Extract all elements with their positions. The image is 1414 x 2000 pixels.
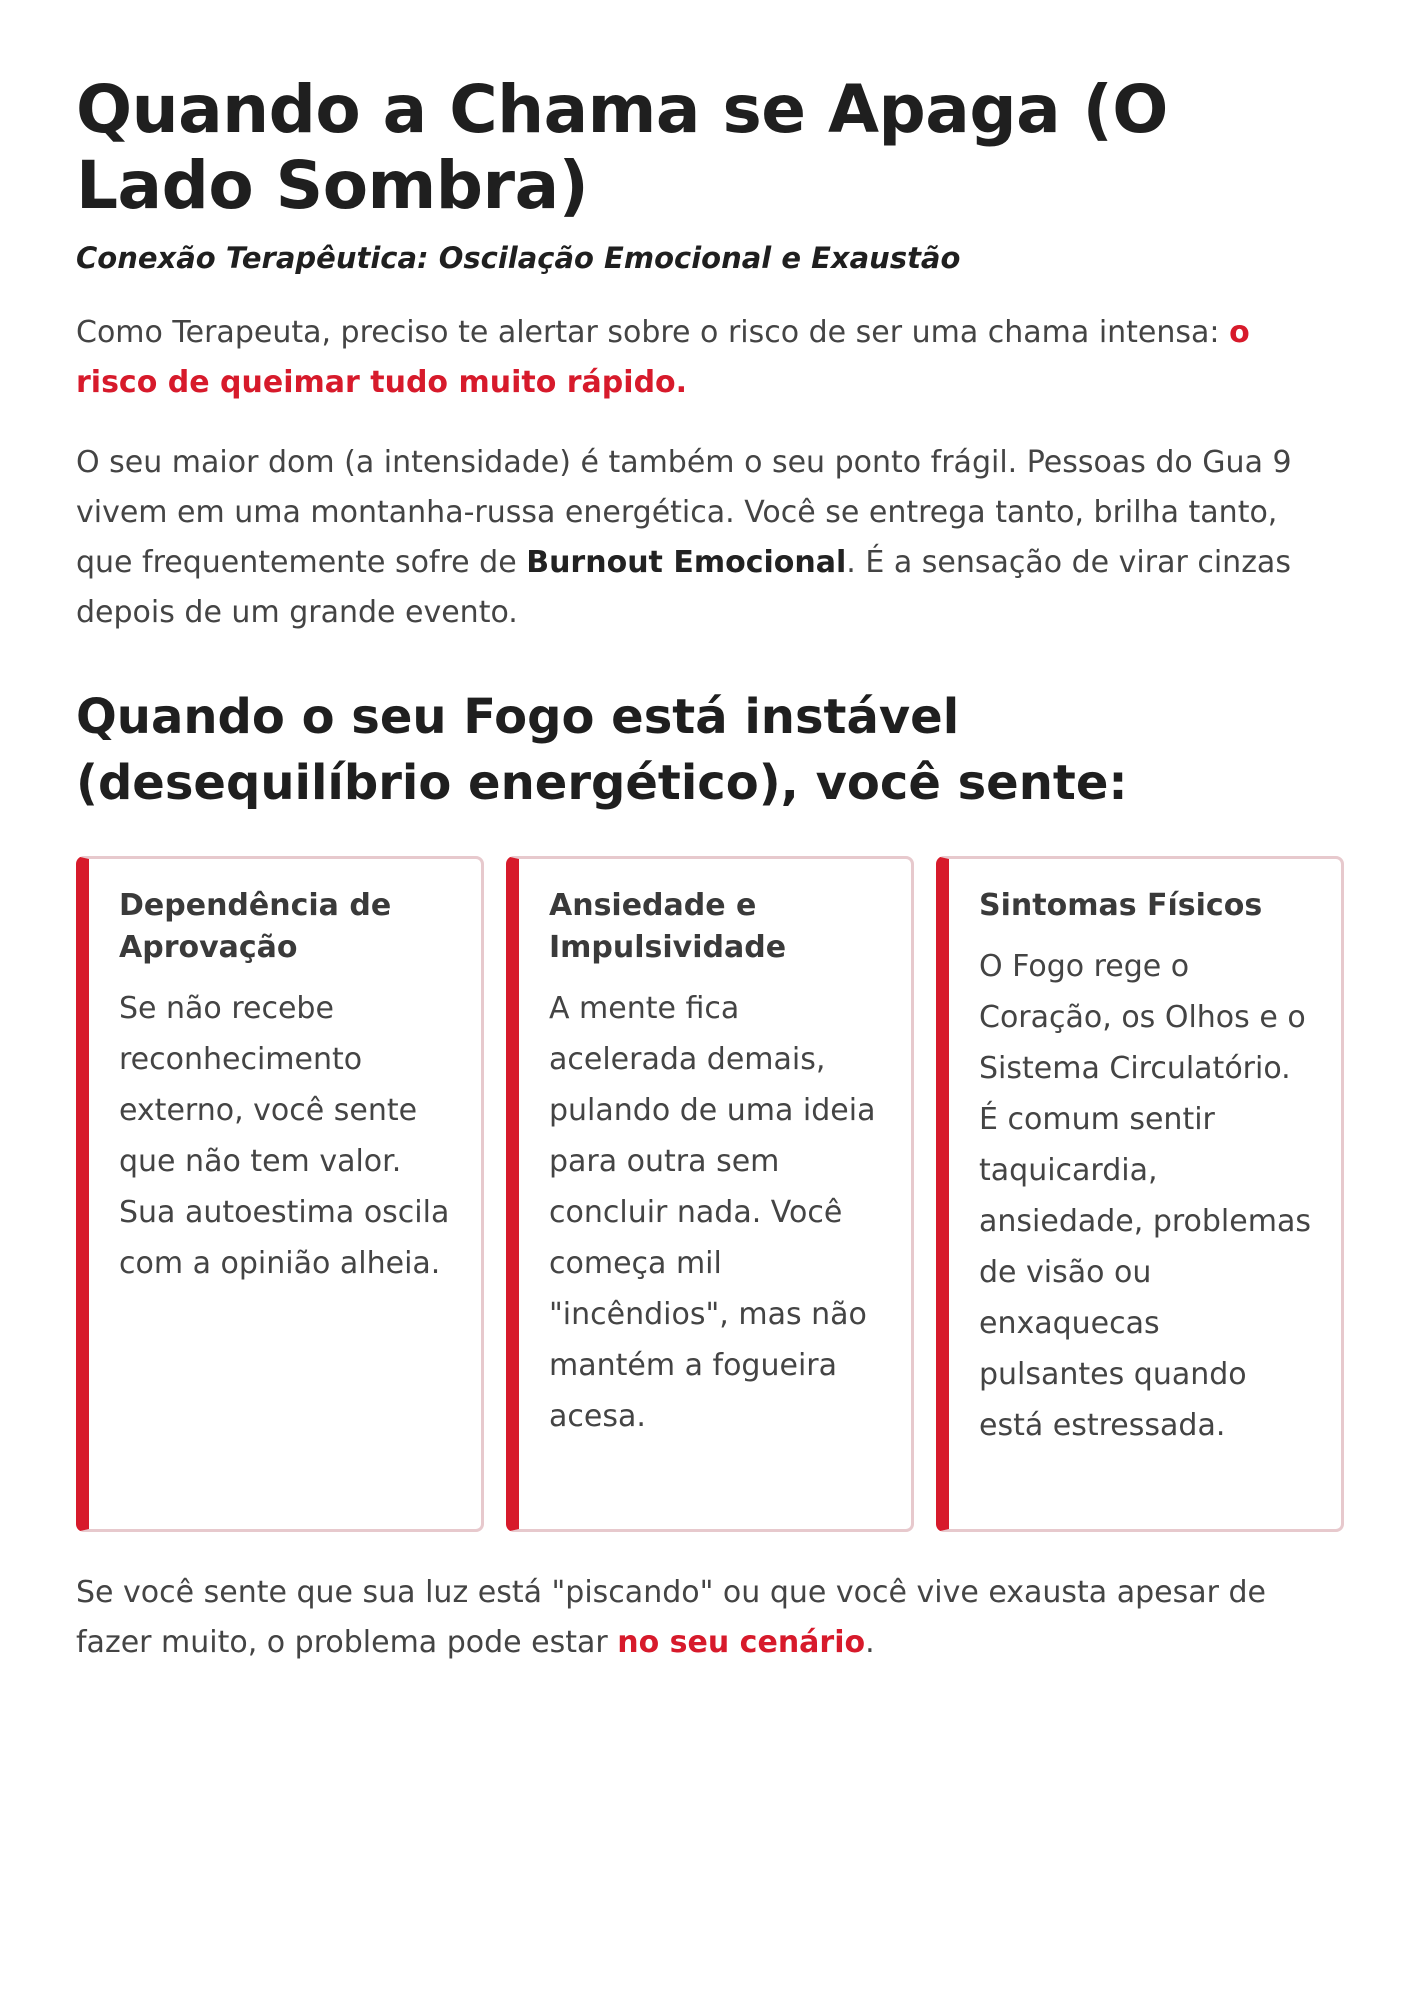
- card-title: Sintomas Físicos: [979, 888, 1263, 923]
- page-title: Quando a Chama se Apaga (O Lado Sombra): [76, 71, 1168, 224]
- closing-highlight: no seu cenário: [617, 1625, 866, 1660]
- card-title: Ansiedade e Impulsividade: [549, 888, 787, 965]
- intro-highlight: o risco de queimar tudo muito rápido.: [76, 315, 1250, 400]
- closing-paragraph: [76, 1568, 1338, 1668]
- section-heading: Quando o seu Fogo está instável (desequilíbrio energético), você sente:: [76, 689, 1128, 811]
- card-sintomas: [936, 856, 1344, 1532]
- card-text: Se não recebe reconhecimento externo, você sente que não tem valor. Sua autoestima oscila com a opinião alheia.: [119, 991, 450, 1281]
- intro-text: Como Terapeuta, preciso te alertar sobre o risco de ser uma chama intensa:: [76, 315, 1230, 350]
- card-dependencia: [76, 856, 484, 1532]
- intro-paragraph: [76, 308, 1338, 408]
- page-subtitle: Conexão Terapêutica: Oscilação Emocional e Exaustão: [76, 241, 961, 275]
- symptom-cards: [76, 856, 1338, 1532]
- card-text: A mente fica acelerada demais, pulando de uma ideia para outra sem concluir nada. Você começa mil "incêndios", mas não mantém a fogueira acesa.: [549, 991, 876, 1434]
- card-text: O Fogo rege o Coração, os Olhos e o Sistema Circulatório. É comum sentir taquicardia, ansiedade, problemas de visão ou enxaquecas pulsantes quando está estressada.: [979, 949, 1311, 1443]
- closing-text-before: Se você sente que sua luz está "piscando" ou que você vive exausta apesar de fazer muito, o problema pode estar: [76, 1575, 1266, 1660]
- burnout-text-before: O seu maior dom (a intensidade) é também o seu ponto frágil. Pessoas do Gua 9 vivem em uma montanha-russa energética. Você se entrega tanto, brilha tanto, que frequentemente sofre de: [76, 445, 1292, 580]
- burnout-paragraph: [76, 438, 1338, 638]
- burnout-text-after: . É a sensação de virar cinzas depois de um grande evento.: [76, 545, 1291, 630]
- burnout-bold-term: Burnout Emocional: [526, 545, 847, 580]
- closing-text-after: .: [865, 1625, 875, 1660]
- card-ansiedade: [506, 856, 914, 1532]
- card-title: Dependência de Aprovação: [119, 888, 392, 965]
